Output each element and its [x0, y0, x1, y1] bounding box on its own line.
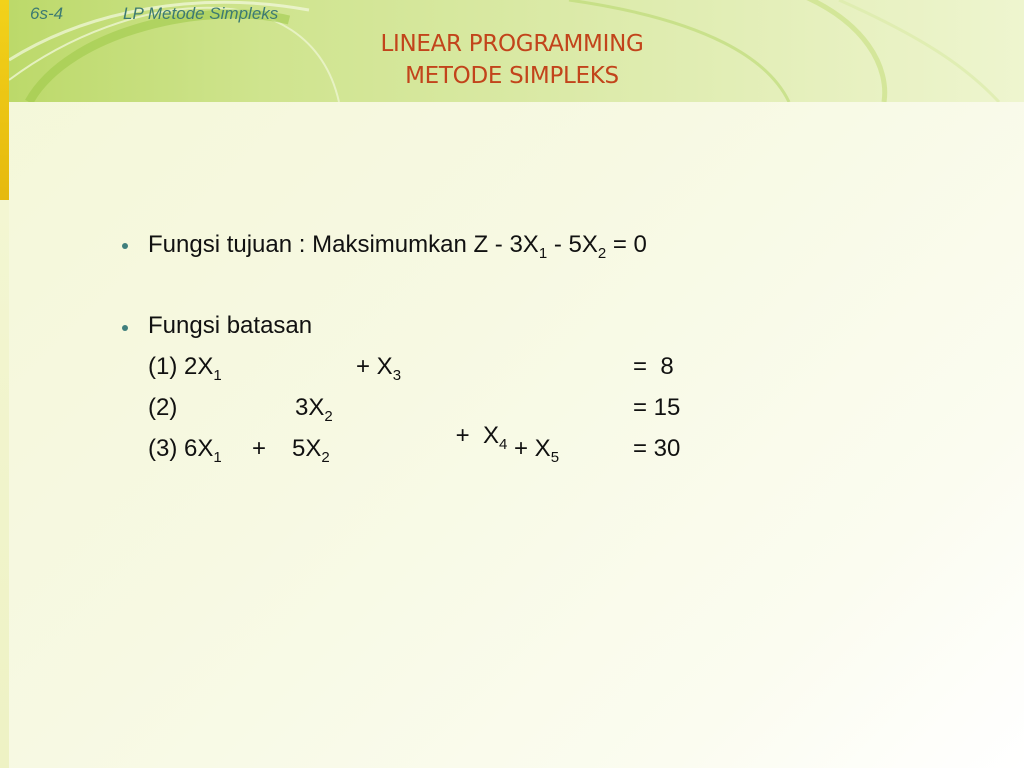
- title-line-2: METODE SIMPLEKS: [405, 63, 619, 89]
- constraint-3-plus: +: [252, 435, 267, 462]
- objective-sub-1: 1: [538, 245, 548, 262]
- constraint-1-rhs: = 8: [633, 353, 674, 380]
- constraint-3-slack-term: + $X_5$: [514, 435, 560, 466]
- constraint-3-rhs: = 30: [633, 435, 681, 462]
- constraint-3-label: (3) $6X_1$: [148, 435, 222, 466]
- constraint-2-rhs: = 15: [633, 394, 681, 421]
- constraint-1-slack-term: + $X_3$: [356, 353, 402, 384]
- constraint-3-x2-term: $5X_2$: [292, 435, 330, 466]
- objective-prefix: Fungsi tujuan : Maksimumkan Z - 3X: [148, 231, 539, 258]
- constraints-heading: Fungsi batasan: [148, 312, 313, 339]
- objective-sub-2: 2: [597, 245, 607, 262]
- constraint-2-x2-term: $3X_2$: [295, 394, 333, 425]
- bullet-objective: [122, 243, 128, 249]
- slide-topic: LP Metode Simpleks: [123, 4, 279, 23]
- objective-mid: - 5X: [547, 231, 598, 258]
- bullet-constraints: [122, 325, 128, 331]
- title-line-1: LINEAR PROGRAMMING: [380, 31, 644, 57]
- objective-suffix: = 0: [606, 231, 647, 258]
- constraint-2-slack-term: + $X_4$: [455, 422, 508, 453]
- constraint-2-label: (2): [148, 394, 178, 421]
- objective-function: [148, 231, 647, 262]
- constraint-1-label: (1) $2X_1$: [148, 353, 222, 384]
- slide-number: 6s-4: [30, 4, 64, 23]
